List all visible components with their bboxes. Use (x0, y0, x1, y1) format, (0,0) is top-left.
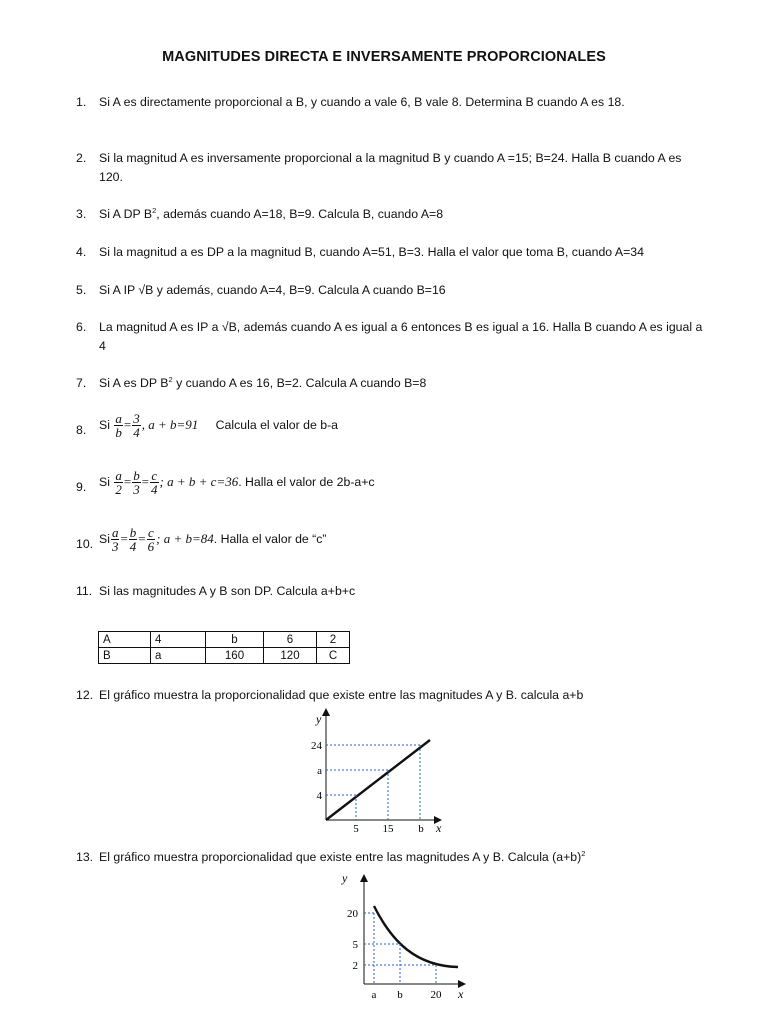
inverse-proportion-graph (330, 866, 480, 1004)
question-number: 11. (76, 584, 93, 598)
question-number: 8. (76, 423, 87, 437)
inverse-curve (374, 906, 458, 967)
table-cell: 4 (151, 632, 206, 648)
table-cell: 6 (264, 632, 317, 648)
guide-lines (364, 913, 436, 984)
x-axis-label: x (458, 987, 464, 1001)
question-number: 12. (76, 688, 94, 702)
table-cell: 2 (317, 632, 350, 648)
fraction-b-over-3: $\frac{b}{3}$ (133, 468, 140, 497)
y-axis-label: y (342, 871, 348, 885)
x-tick-label: b (397, 989, 403, 1001)
question-number: 7. (76, 376, 87, 390)
x-tick-label: b (418, 823, 424, 835)
table-cell: 120 (264, 648, 317, 664)
question-number: 9. (76, 480, 87, 494)
question-text: Si $\frac{a}{b}$ = $\frac{3}{4}$ , a + b=91 Calcula el valor de b-a (99, 411, 339, 440)
table-row (99, 632, 350, 648)
question-number: 10. (76, 537, 94, 551)
y-tick-label: 2 (352, 960, 358, 972)
question-number: 6. (76, 320, 87, 334)
question-text: Si A DP $B^2$, además cuando A=18, B=9. Calcula B, cuando A=8 (99, 206, 444, 221)
question-text: Si la magnitud A es inversamente proporcional a la magnitud B y cuando A =15; B=24. Halla B cuando A es 120. (99, 151, 682, 184)
fraction-3-over-4: $\frac{3}{4}$ (133, 411, 140, 440)
table-cell: a (151, 648, 206, 664)
question-text: Si A es DP $B^2$ y cuando A es 16, B=2. Calcula A cuando B=8 (99, 375, 427, 390)
question-text: El gráfico muestra proporcionalidad que existe entre las magnitudes A y B. Calcula $(a+b)^2$ (99, 849, 586, 864)
question-number: 13. (76, 850, 94, 864)
question-text: Si $\frac{a}{2}$ = $\frac{b}{3}$ = $\frac{c}{4}$ ; a + b + c=36. Halla el valor de 2b-a+c (99, 468, 375, 497)
table-row (99, 648, 350, 664)
proportionality-table (98, 631, 350, 664)
table-cell: 160 (206, 648, 264, 664)
question-text: Si $\frac{a}{3}$ = $\frac{b}{4}$ = $\frac{c}{6}$ ; a + b=84. Halla el valor de “c” (99, 525, 327, 554)
y-tick-label: a (317, 765, 322, 777)
y-tick-label: 24 (311, 740, 322, 752)
question-number: 3. (76, 207, 87, 221)
fraction-a-over-2: $\frac{a}{2}$ (115, 468, 122, 497)
y-axis-arrow (360, 874, 368, 882)
question-text: La magnitud A es IP a √B, además cuando A es igual a 6 entonces B es igual a 16. Halla B cuando A es igual a 4 (99, 320, 703, 353)
x-tick-label: 20 (430, 989, 442, 1001)
question-text: Si la magnitud a es DP a la magnitud B, cuando A=51, B=3. Halla el valor que toma B, cuando A=34 (99, 245, 644, 259)
proportion-line (326, 740, 430, 820)
x-tick-label: 5 (353, 823, 359, 835)
table-cell: b (206, 632, 264, 648)
fraction-c-over-4: $\frac{c}{4}$ (151, 468, 158, 497)
table-cell: B (99, 648, 151, 664)
x-axis-label: x (436, 821, 442, 835)
y-tick-label: 20 (347, 908, 358, 920)
direct-proportion-graph (300, 708, 460, 838)
y-tick-label: 5 (352, 939, 358, 951)
question-text: Si A es directamente proporcional a B, y cuando a vale 6, B vale 8. Determina B cuando A es 18. (99, 95, 625, 109)
fraction-a-over-b: $\frac{a}{b}$ (115, 411, 122, 440)
table-cell: C (317, 648, 350, 664)
question-text: Si las magnitudes A y B son DP. Calcula a+b+c (99, 584, 356, 598)
x-tick-label: 15 (382, 823, 394, 835)
question-number: 2. (76, 151, 87, 165)
table-cell: A (99, 632, 151, 648)
y-axis-arrow (322, 708, 330, 716)
x-tick-label: a (371, 989, 377, 1001)
y-tick-label: 4 (316, 790, 322, 802)
y-axis-label: y (316, 712, 322, 726)
question-number: 4. (76, 245, 87, 259)
question-number: 1. (76, 95, 87, 109)
fraction-b-over-4: $\frac{b}{4}$ (129, 525, 137, 554)
page-title: MAGNITUDES DIRECTA E INVERSAMENTE PROPORCIONALES (162, 49, 606, 65)
question-text: Si A IP √B y además, cuando A=4, B=9. Calcula A cuando B=16 (99, 283, 446, 297)
question-number: 5. (76, 283, 87, 297)
fraction-a-over-3: $\frac{a}{3}$ (111, 525, 119, 554)
fraction-c-over-6: $\frac{c}{6}$ (147, 525, 155, 554)
question-text: El gráfico muestra la proporcionalidad que existe entre las magnitudes A y B. calcula a+b (99, 688, 584, 702)
